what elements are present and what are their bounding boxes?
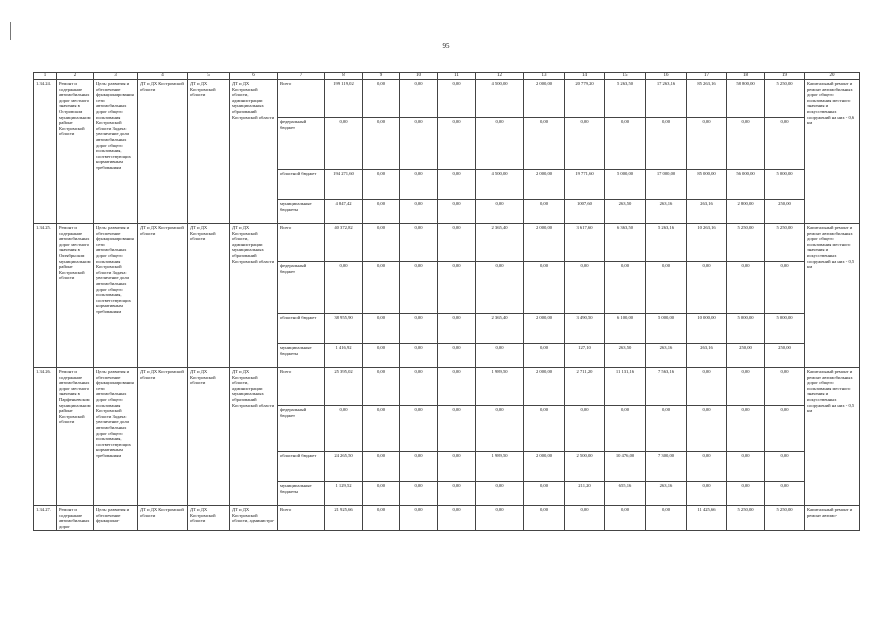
column-number: 1 — [34, 73, 57, 80]
column-number: 5 — [188, 73, 230, 80]
column-number: 3 — [94, 73, 138, 80]
amount-cell: 2 000,00 — [524, 368, 565, 406]
amount-cell: 0,00 — [438, 262, 476, 314]
amount-cell: 0,00 — [438, 406, 476, 452]
amount-cell: 263,16 — [646, 344, 687, 368]
amount-cell: 17 000,00 — [646, 170, 687, 200]
amount-cell: 6 363,50 — [605, 224, 646, 262]
amount-cell: 4 847,42 — [325, 200, 363, 224]
amount-cell: 0,00 — [727, 262, 765, 314]
amount-cell: 0,00 — [605, 406, 646, 452]
amount-cell: 0,00 — [476, 262, 524, 314]
co-executor: ДТ и ДХ Костромской области — [188, 368, 230, 506]
amount-cell: 194 271,60 — [325, 170, 363, 200]
amount-cell: 2 711,20 — [565, 368, 605, 406]
amount-cell: 0,00 — [565, 506, 605, 531]
measure-name: Ремонт и содержание автомобильных дорог местного значения в Парфеньевском муниципальном районе Костромской области — [57, 368, 94, 506]
column-number: 17 — [687, 73, 727, 80]
amount-cell: 0,00 — [400, 170, 438, 200]
amount-cell: 0,00 — [400, 482, 438, 506]
amount-cell: 0,00 — [363, 368, 400, 406]
amount-cell: 0,00 — [687, 262, 727, 314]
column-number: 11 — [438, 73, 476, 80]
amount-cell: 21 925,66 — [325, 506, 363, 531]
amount-cell: 0,00 — [438, 170, 476, 200]
amount-cell: 0,00 — [363, 262, 400, 314]
amount-cell: 24 265,50 — [325, 452, 363, 482]
amount-cell: 0,00 — [400, 80, 438, 118]
amount-cell: 2 365,40 — [476, 314, 524, 344]
amount-cell: 0,00 — [363, 506, 400, 531]
amount-cell: 250,00 — [727, 344, 765, 368]
amount-cell: 199 119,02 — [325, 80, 363, 118]
amount-cell: 0,00 — [524, 118, 565, 170]
amount-cell: 0,00 — [438, 80, 476, 118]
amount-cell: 0,00 — [524, 262, 565, 314]
funding-source: федеральный бюджет — [278, 406, 325, 452]
amount-cell: 0,00 — [687, 118, 727, 170]
amount-cell: 0,00 — [438, 344, 476, 368]
amount-cell: 0,00 — [765, 368, 805, 406]
amount-cell: 250,00 — [765, 344, 805, 368]
amount-cell: 0,00 — [765, 118, 805, 170]
amount-cell: 0,00 — [363, 170, 400, 200]
column-number: 6 — [230, 73, 278, 80]
amount-cell: 11 131,16 — [605, 368, 646, 406]
measure-row — [34, 368, 860, 406]
amount-cell: 10 263,16 — [687, 224, 727, 262]
column-number: 9 — [363, 73, 400, 80]
amount-cell: 85 000,00 — [687, 170, 727, 200]
column-number: 14 — [565, 73, 605, 80]
expected-result: Капитальный ремонт и ремонт автомо- — [805, 506, 860, 531]
amount-cell: 7 300,00 — [646, 452, 687, 482]
amount-cell: 85 263,16 — [687, 80, 727, 118]
funding-source: Всего — [278, 506, 325, 531]
funding-source: областной бюджет — [278, 314, 325, 344]
amount-cell: 0,00 — [363, 200, 400, 224]
executor: ДТ и ДХ Костромской области — [138, 368, 188, 506]
co-executor: ДТ и ДХ Костромской области — [188, 506, 230, 531]
header-row — [34, 73, 860, 80]
measure-row — [34, 80, 860, 118]
amount-cell: 0,00 — [400, 224, 438, 262]
column-number: 7 — [278, 73, 325, 80]
funding-source: федеральный бюджет — [278, 262, 325, 314]
amount-cell: 0,00 — [476, 344, 524, 368]
column-number: 15 — [605, 73, 646, 80]
amount-cell: 17 263,16 — [646, 80, 687, 118]
amount-cell: 0,00 — [363, 344, 400, 368]
amount-cell: 0,00 — [687, 482, 727, 506]
expected-result: Капитальный ремонт и ремонт автомобильных дорог общего пользования местного значения и искусственных сооружений на них - 0,5 км — [805, 224, 860, 368]
amount-cell: 0,00 — [565, 118, 605, 170]
amount-cell: 0,00 — [476, 506, 524, 531]
amount-cell: 10 476,00 — [605, 452, 646, 482]
funding-source: муниципальные бюджеты — [278, 344, 325, 368]
funding-source: областной бюджет — [278, 170, 325, 200]
amount-cell: 263,16 — [687, 200, 727, 224]
measure-name: Ремонт и содержание автомобильных дорог — [57, 506, 94, 531]
amount-cell: 0,00 — [524, 506, 565, 531]
amount-cell: 2 000,00 — [524, 80, 565, 118]
goal-task: Цель: развития и обеспечение функциони- — [94, 506, 138, 531]
amount-cell: 5 000,00 — [727, 314, 765, 344]
amount-cell: 0,00 — [646, 118, 687, 170]
participants: ДТ и ДХ Костромской области, администрации муниципальных образований Костромской области — [230, 368, 278, 506]
expected-result: Капитальный ремонт и ремонт автомобильных дорог общего пользования местного значения и искусственных сооружений на них - 0,6 км — [805, 80, 860, 224]
measure-row — [34, 224, 860, 262]
funding-source: федеральный бюджет — [278, 118, 325, 170]
amount-cell: 263,16 — [646, 200, 687, 224]
participants: ДТ и ДХ Костромской области, администрации муниципальных образований Костромской области — [230, 224, 278, 368]
amount-cell: 0,00 — [363, 314, 400, 344]
amount-cell: 0,00 — [476, 406, 524, 452]
amount-cell: 127,10 — [565, 344, 605, 368]
funding-source: Всего — [278, 224, 325, 262]
amount-cell: 0,00 — [438, 314, 476, 344]
amount-cell: 40 372,82 — [325, 224, 363, 262]
column-number: 13 — [524, 73, 565, 80]
budget-table — [33, 72, 860, 531]
amount-cell: 655,16 — [605, 482, 646, 506]
expected-result: Капитальный ремонт и ремонт автомобильных дорог общего пользования местного значения и искусственных сооружений на них - 0,5 км — [805, 368, 860, 506]
amount-cell: 20 779,20 — [565, 80, 605, 118]
funding-source: муниципальные бюджеты — [278, 200, 325, 224]
column-number: 10 — [400, 73, 438, 80]
amount-cell: 2 000,00 — [524, 314, 565, 344]
amount-cell: 0,00 — [438, 118, 476, 170]
amount-cell: 0,00 — [646, 406, 687, 452]
amount-cell: 2 000,00 — [524, 170, 565, 200]
funding-source: областной бюджет — [278, 452, 325, 482]
amount-cell: 2 000,00 — [524, 452, 565, 482]
amount-cell: 5 250,00 — [765, 80, 805, 118]
amount-cell: 5 250,00 — [765, 506, 805, 531]
amount-cell: 250,00 — [765, 200, 805, 224]
participants: ДТ и ДХ Костромской области, администра- — [230, 506, 278, 531]
amount-cell: 5 250,00 — [765, 224, 805, 262]
measure-name: Ремонт и содержание автомобильных дорог местного значения в Островском муниципальном районе Костромской области — [57, 80, 94, 224]
amount-cell: 0,00 — [438, 200, 476, 224]
amount-cell: 0,00 — [476, 200, 524, 224]
amount-cell: 0,00 — [765, 262, 805, 314]
column-number: 20 — [805, 73, 860, 80]
amount-cell: 0,00 — [727, 118, 765, 170]
amount-cell: 0,00 — [325, 406, 363, 452]
amount-cell: 0,00 — [363, 406, 400, 452]
amount-cell: 0,00 — [438, 482, 476, 506]
amount-cell: 0,00 — [476, 482, 524, 506]
amount-cell: 0,00 — [687, 452, 727, 482]
amount-cell: 1 129,52 — [325, 482, 363, 506]
goal-task: Цель: развития и обеспечение функционирования сети автомобильных дорог общего пользования Костромской области Задача: увеличение доли автомобильных дорог общего пользования, соответствующих нормативным требованиям — [94, 368, 138, 506]
measure-name: Ремонт и содержание автомобильных дорог местного значения в Октябрьском муниципальном районе Костромской области — [57, 224, 94, 368]
amount-cell: 0,00 — [727, 368, 765, 406]
amount-cell: 0,00 — [687, 368, 727, 406]
amount-cell: 10 000,00 — [687, 314, 727, 344]
amount-cell: 1 416,92 — [325, 344, 363, 368]
amount-cell: 0,00 — [605, 506, 646, 531]
amount-cell: 56 000,00 — [727, 170, 765, 200]
measure-row — [34, 506, 860, 531]
amount-cell: 0,00 — [765, 452, 805, 482]
funding-source: Всего — [278, 368, 325, 406]
executor: ДТ и ДХ Костромской области — [138, 80, 188, 224]
margin-mark — [10, 22, 11, 40]
co-executor: ДТ и ДХ Костромской области — [188, 224, 230, 368]
amount-cell: 0,00 — [727, 452, 765, 482]
amount-cell: 263,50 — [605, 200, 646, 224]
amount-cell: 0,00 — [524, 344, 565, 368]
amount-cell: 0,00 — [565, 262, 605, 314]
amount-cell: 0,00 — [363, 224, 400, 262]
amount-cell: 0,00 — [565, 406, 605, 452]
amount-cell: 0,00 — [727, 406, 765, 452]
amount-cell: 0,00 — [363, 118, 400, 170]
column-number: 18 — [727, 73, 765, 80]
amount-cell: 25 395,02 — [325, 368, 363, 406]
amount-cell: 5 250,00 — [727, 506, 765, 531]
amount-cell: 0,00 — [400, 368, 438, 406]
amount-cell: 0,00 — [524, 406, 565, 452]
page-number: 95 — [442, 42, 450, 50]
amount-cell: 0,00 — [363, 452, 400, 482]
amount-cell: 7 563,16 — [646, 368, 687, 406]
amount-cell: 5 000,00 — [646, 314, 687, 344]
goal-task: Цель: развития и обеспечение функционирования сети автомобильных дорог общего пользования Костромской области Задача: увеличение доли автомобильных дорог общего пользования, соответствующих нормативным требованиям — [94, 224, 138, 368]
column-number: 12 — [476, 73, 524, 80]
amount-cell: 1007,60 — [565, 200, 605, 224]
executor: ДТ и ДХ Костромской области — [138, 506, 188, 531]
amount-cell: 0,00 — [646, 506, 687, 531]
executor: ДТ и ДХ Костромской области — [138, 224, 188, 368]
amount-cell: 0,00 — [524, 200, 565, 224]
amount-cell: 211,20 — [565, 482, 605, 506]
row-id: 1.34.24. — [34, 80, 57, 224]
amount-cell: 2 500,00 — [565, 452, 605, 482]
amount-cell: 38 955,90 — [325, 314, 363, 344]
amount-cell: 5 000,00 — [765, 170, 805, 200]
amount-cell: 0,00 — [687, 406, 727, 452]
amount-cell: 3 490,50 — [565, 314, 605, 344]
amount-cell: 5 250,00 — [727, 224, 765, 262]
amount-cell: 0,00 — [438, 506, 476, 531]
amount-cell: 2 800,00 — [727, 200, 765, 224]
amount-cell: 0,00 — [605, 118, 646, 170]
amount-cell: 0,00 — [400, 118, 438, 170]
amount-cell: 263,16 — [646, 482, 687, 506]
column-number: 19 — [765, 73, 805, 80]
amount-cell: 0,00 — [325, 118, 363, 170]
amount-cell: 0,00 — [605, 262, 646, 314]
amount-cell: 4 500,00 — [476, 80, 524, 118]
amount-cell: 0,00 — [400, 200, 438, 224]
participants: ДТ и ДХ Костромской области, администрации муниципальных образований Костромской области — [230, 80, 278, 224]
amount-cell: 0,00 — [400, 262, 438, 314]
amount-cell: 0,00 — [325, 262, 363, 314]
amount-cell: 2 365,40 — [476, 224, 524, 262]
amount-cell: 263,16 — [687, 344, 727, 368]
amount-cell: 0,00 — [476, 118, 524, 170]
amount-cell: 1 989,50 — [476, 452, 524, 482]
amount-cell: 5 263,16 — [646, 224, 687, 262]
column-number: 8 — [325, 73, 363, 80]
amount-cell: 263,50 — [605, 344, 646, 368]
amount-cell: 6 100,00 — [605, 314, 646, 344]
amount-cell: 5 000,00 — [765, 314, 805, 344]
amount-cell: 0,00 — [765, 482, 805, 506]
amount-cell: 0,00 — [400, 506, 438, 531]
amount-cell: 0,00 — [400, 314, 438, 344]
amount-cell: 5 263,50 — [605, 80, 646, 118]
amount-cell: 2 000,00 — [524, 224, 565, 262]
amount-cell: 0,00 — [363, 482, 400, 506]
row-id: 1.34.26. — [34, 368, 57, 506]
amount-cell: 0,00 — [400, 452, 438, 482]
amount-cell: 0,00 — [363, 80, 400, 118]
amount-cell: 4 500,00 — [476, 170, 524, 200]
goal-task: Цель: развития и обеспечение функционирования сети автомобильных дорог общего пользования Костромской области Задача: увеличение доли автомобильных дорог общего пользования, соответствующих нормативным требованиям — [94, 80, 138, 224]
amount-cell: 0,00 — [765, 406, 805, 452]
row-id: 1.34.27. — [34, 506, 57, 531]
funding-source: Всего — [278, 80, 325, 118]
amount-cell: 11 425,66 — [687, 506, 727, 531]
amount-cell: 5 000,00 — [605, 170, 646, 200]
co-executor: ДТ и ДХ Костромской области — [188, 80, 230, 224]
row-id: 1.34.25. — [34, 224, 57, 368]
column-number: 4 — [138, 73, 188, 80]
column-number: 2 — [57, 73, 94, 80]
amount-cell: 19 771,60 — [565, 170, 605, 200]
amount-cell: 0,00 — [438, 452, 476, 482]
amount-cell: 0,00 — [646, 262, 687, 314]
amount-cell: 0,00 — [400, 406, 438, 452]
amount-cell: 0,00 — [524, 482, 565, 506]
amount-cell: 0,00 — [438, 368, 476, 406]
amount-cell: 0,00 — [727, 482, 765, 506]
amount-cell: 58 800,00 — [727, 80, 765, 118]
amount-cell: 0,00 — [400, 344, 438, 368]
column-number: 16 — [646, 73, 687, 80]
amount-cell: 1 989,50 — [476, 368, 524, 406]
funding-source: муниципальные бюджеты — [278, 482, 325, 506]
amount-cell: 0,00 — [438, 224, 476, 262]
amount-cell: 3 617,60 — [565, 224, 605, 262]
